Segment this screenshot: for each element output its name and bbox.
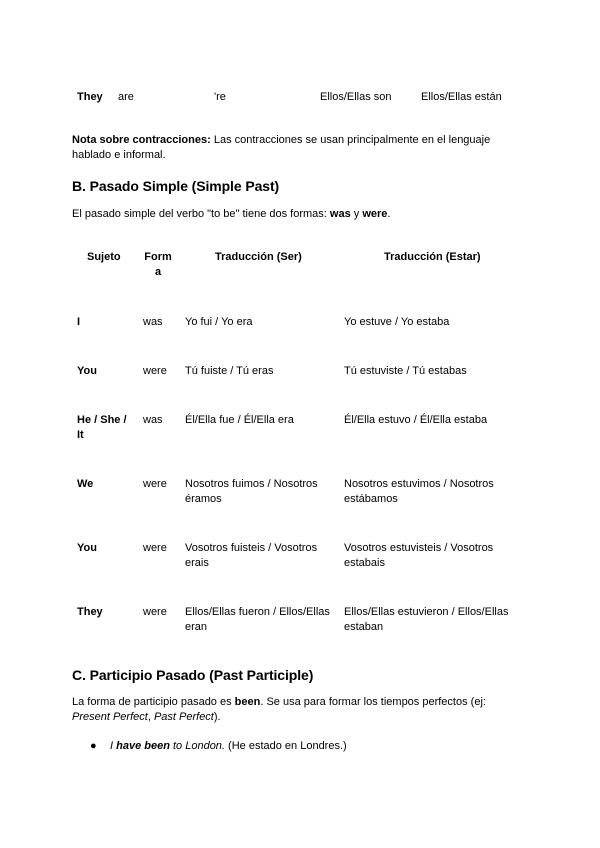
table-row-6-ser: Ellos/Ellas fueron / Ellos/Ellas eran xyxy=(185,606,330,633)
note-label: Nota sobre contracciones: xyxy=(72,134,211,146)
example-close: ). xyxy=(213,711,221,723)
section-b-intro xyxy=(72,207,390,222)
header-forma-line2: a xyxy=(154,266,162,278)
bullet-london: to London. xyxy=(169,740,225,752)
table-row-4-estar: Nosotros estuvimos / Nosotros estábamos xyxy=(344,478,494,505)
table-row-5-estar: Vosotros estuvisteis / Vosotros estabais xyxy=(344,542,494,569)
table-row-4-form: were xyxy=(143,478,167,490)
bullet-translation: (He estado en Londres.) xyxy=(225,740,347,752)
table-row-6-form: were xyxy=(143,606,167,618)
table-row-3-subject: He / She / It xyxy=(77,414,127,441)
table-row-2-form: were xyxy=(143,365,167,377)
table-row-3-ser: Él/Ella fue / Él/Ella era xyxy=(185,414,294,426)
table-row-5-ser: Vosotros fuisteis / Vosotros erais xyxy=(185,542,318,569)
table-row-3-form: was xyxy=(143,414,163,426)
table-row-2-ser: Tú fuiste / Tú eras xyxy=(185,365,274,377)
top-row-estar: Ellos/Ellas están xyxy=(421,91,502,103)
note-text-line1: Las contracciones se usan principalmente en el lenguaje xyxy=(213,134,491,146)
form-was: was xyxy=(329,208,351,220)
table-row-4-subject: We xyxy=(77,478,94,490)
top-row-contraction: 're xyxy=(214,91,226,103)
table-row-5-subject: You xyxy=(77,542,97,554)
table-row-1-subject: I xyxy=(77,316,81,328)
section-c-heading: C. Participio Pasado (Past Participle) xyxy=(72,667,314,683)
table-row-5-form: were xyxy=(143,542,167,554)
top-row-verb: are xyxy=(118,91,134,103)
contraction-note xyxy=(72,133,542,163)
example-present-perfect: Present Perfect xyxy=(72,711,148,723)
header-ser: Traducción (Ser) xyxy=(215,251,302,263)
form-were: were xyxy=(362,208,388,220)
table-row-2-subject: You xyxy=(77,365,97,377)
bullet-example xyxy=(110,739,347,754)
bullet-i: I xyxy=(110,740,117,752)
top-row-ser: Ellos/Ellas son xyxy=(320,91,392,103)
bullet-dot-icon: ● xyxy=(90,740,97,752)
example-past-perfect: Past Perfect xyxy=(153,711,214,723)
intro-mid: y xyxy=(350,208,363,220)
table-row-4-ser: Nosotros fuimos / Nosotros éramos xyxy=(185,478,318,505)
example-sep: , xyxy=(147,711,154,723)
table-row-6-estar: Ellos/Ellas estuvieron / Ellos/Ellas estaban xyxy=(344,606,509,633)
table-row-1-estar: Yo estuve / Yo estaba xyxy=(344,316,450,328)
header-sujeto: Sujeto xyxy=(87,251,121,263)
been-word: been xyxy=(234,696,261,708)
section-c-intro xyxy=(72,695,542,725)
top-row-subject: They xyxy=(77,91,103,103)
section-b-heading: B. Pasado Simple (Simple Past) xyxy=(72,178,280,194)
table-row-6-subject: They xyxy=(77,606,103,618)
note-text-line2: hablado e informal. xyxy=(72,149,166,161)
table-row-3-estar: Él/Ella estuvo / Él/Ella estaba xyxy=(344,414,488,426)
table-row-2-estar: Tú estuviste / Tú estabas xyxy=(344,365,467,377)
header-estar: Traducción (Estar) xyxy=(384,251,481,263)
header-forma-line1: Form xyxy=(144,251,172,263)
intro-end: . xyxy=(387,208,391,220)
bullet-have-been: have been xyxy=(116,740,170,752)
table-row-1-ser: Yo fui / Yo era xyxy=(185,316,253,328)
table-row-1-form: was xyxy=(143,316,163,328)
header-forma xyxy=(143,250,173,280)
intro-post: . Se usa para formar los tiempos perfectos (ej: xyxy=(260,696,486,708)
intro-pre: La forma de participio pasado es xyxy=(72,696,235,708)
intro-pre: El pasado simple del verbo "to be" tiene dos formas: xyxy=(72,208,330,220)
